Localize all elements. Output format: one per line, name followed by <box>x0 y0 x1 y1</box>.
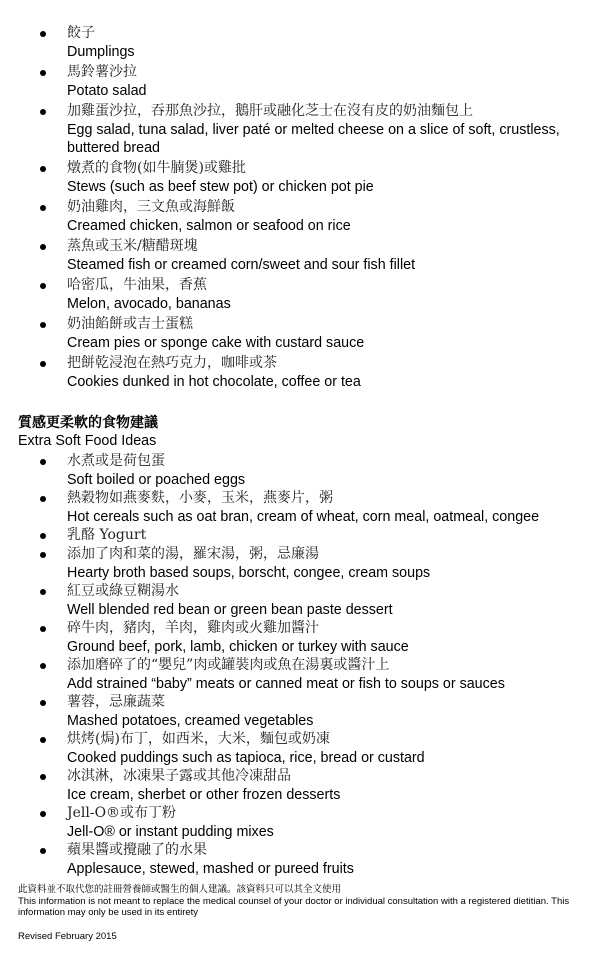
disclaimer-english: This information is not meant to replace the medical counsel of your doctor or individual consultation with a registered dietitian. This information may only be used in its entirety <box>18 896 570 918</box>
item-chinese: 薯蓉，忌廉蔬菜 <box>67 694 165 710</box>
item-chinese: 碎牛肉，豬肉，羊肉，雞肉或火雞加醬汁 <box>67 620 319 636</box>
item-chinese: 乳酪 Yogurt <box>67 527 147 543</box>
item-english: Ice cream, sherbet or other frozen desserts <box>67 787 341 803</box>
bullet-icon <box>40 811 46 817</box>
item-chinese: 水煮或是荷包蛋 <box>67 453 165 469</box>
bullet-icon <box>40 496 46 502</box>
list-item <box>0 841 614 878</box>
item-english: Ground beef, pork, lamb, chicken or turkey with sauce <box>67 639 409 655</box>
bullet-icon <box>40 552 46 558</box>
item-english: Creamed chicken, salmon or seafood on rice <box>67 218 351 234</box>
item-chinese: 馬鈴薯沙拉 <box>67 64 137 80</box>
list-item <box>0 102 614 157</box>
list-item <box>0 489 614 526</box>
item-chinese: 蒸魚或玉米/糖醋斑塊 <box>67 238 198 254</box>
disclaimer-chinese: 此資料並不取代您的註冊營養師或醫生的個人建議。該資料只可以其全文使用 <box>18 884 342 895</box>
item-english: Cooked puddings such as tapioca, rice, bread or custard <box>67 750 425 766</box>
bullet-icon <box>40 700 46 706</box>
list-item <box>0 545 614 582</box>
bullet-icon <box>40 774 46 780</box>
item-chinese: 添加磨碎了的“嬰兒”肉或罐裝肉或魚在湯裏或醬汁上 <box>67 657 390 673</box>
item-chinese: 冰淇淋，冰凍果子露或其他冷凍甜品 <box>67 768 291 784</box>
item-english: Potato salad <box>67 83 147 99</box>
list-item <box>0 582 614 619</box>
bullet-icon <box>40 283 46 289</box>
list-item <box>0 315 614 352</box>
item-english: Hot cereals such as oat bran, cream of wheat, corn meal, oatmeal, congee <box>67 509 540 525</box>
bullet-icon <box>40 533 46 539</box>
item-chinese: Jell-O®或布丁粉 <box>67 805 177 821</box>
list-item <box>0 159 614 196</box>
bullet-icon <box>40 737 46 743</box>
list-item <box>0 656 614 693</box>
section-heading <box>18 414 158 450</box>
item-chinese: 燉煮的食物(如牛腩煲)或雞批 <box>67 160 246 176</box>
bullet-icon <box>40 70 46 76</box>
food-list-soft <box>0 24 614 393</box>
item-english: Well blended red bean or green bean paste dessert <box>67 602 393 618</box>
list-item <box>0 63 614 100</box>
disclaimer <box>18 884 608 918</box>
item-chinese: 奶油餡餅或吉士蛋糕 <box>67 316 193 332</box>
item-chinese: 蘋果醬或攪融了的水果 <box>67 842 207 858</box>
bullet-icon <box>40 31 46 37</box>
item-english: Dumplings <box>67 44 135 60</box>
item-english: Hearty broth based soups, borscht, congee, cream soups <box>67 565 431 581</box>
section-heading-english: Extra Soft Food Ideas <box>18 433 157 449</box>
item-chinese: 奶油雞肉，三文魚或海鮮飯 <box>67 199 235 215</box>
list-item <box>0 526 614 545</box>
list-item <box>0 452 614 489</box>
item-chinese: 熱穀物如燕麥麩，小麥，玉米，燕麥片，粥 <box>67 490 333 506</box>
item-english: Add strained “baby” meats or canned meat or fish to soups or sauces <box>67 676 505 692</box>
bullet-icon <box>40 244 46 250</box>
bullet-icon <box>40 459 46 465</box>
revision-date: Revised February 2015 <box>18 931 117 942</box>
item-english: Applesauce, stewed, mashed or pureed fruits <box>67 861 354 877</box>
bullet-icon <box>40 166 46 172</box>
item-english: Mashed potatoes, creamed vegetables <box>67 713 314 729</box>
bullet-icon <box>40 109 46 115</box>
bullet-icon <box>40 589 46 595</box>
list-item <box>0 198 614 235</box>
item-chinese: 餃子 <box>67 25 95 41</box>
item-english: Melon, avocado, bananas <box>67 296 231 312</box>
item-chinese: 添加了肉和菜的湯，羅宋湯，粥，忌廉湯 <box>67 546 319 562</box>
list-item <box>0 730 614 767</box>
item-english: Jell-O® or instant pudding mixes <box>67 824 274 840</box>
bullet-icon <box>40 205 46 211</box>
bullet-icon <box>40 848 46 854</box>
item-chinese: 烘烤(焗)布丁，如西米，大米，麵包或奶凍 <box>67 731 330 747</box>
list-item <box>0 354 614 391</box>
list-item <box>0 693 614 730</box>
item-english: Soft boiled or poached eggs <box>67 472 246 488</box>
item-english: Steamed fish or creamed corn/sweet and sour fish fillet <box>67 257 416 273</box>
list-item <box>0 619 614 656</box>
list-item <box>0 767 614 804</box>
item-english: Egg salad, tuna salad, liver paté or melted cheese on a slice of soft, crustless, buttered bread <box>67 122 560 156</box>
bullet-icon <box>40 361 46 367</box>
item-english: Stews (such as beef stew pot) or chicken pot pie <box>67 179 374 195</box>
list-item <box>0 276 614 313</box>
item-chinese: 加雞蛋沙拉，吞那魚沙拉，鵝肝或融化芝士在沒有皮的奶油麵包上 <box>67 103 473 119</box>
item-english: Cream pies or sponge cake with custard sauce <box>67 335 365 351</box>
food-list-extra-soft <box>0 452 614 878</box>
item-chinese: 哈密瓜，牛油果，香蕉 <box>67 277 207 293</box>
item-english: Cookies dunked in hot chocolate, coffee or tea <box>67 374 361 390</box>
bullet-icon <box>40 626 46 632</box>
item-chinese: 把餅乾浸泡在熱巧克力，咖啡或茶 <box>67 355 277 371</box>
section-heading-chinese: 質感更柔軟的食物建議 <box>18 415 158 431</box>
list-item <box>0 24 614 61</box>
item-chinese: 紅豆或綠豆糊湯水 <box>67 583 179 599</box>
list-item <box>0 237 614 274</box>
list-item <box>0 804 614 841</box>
bullet-icon <box>40 663 46 669</box>
bullet-icon <box>40 322 46 328</box>
